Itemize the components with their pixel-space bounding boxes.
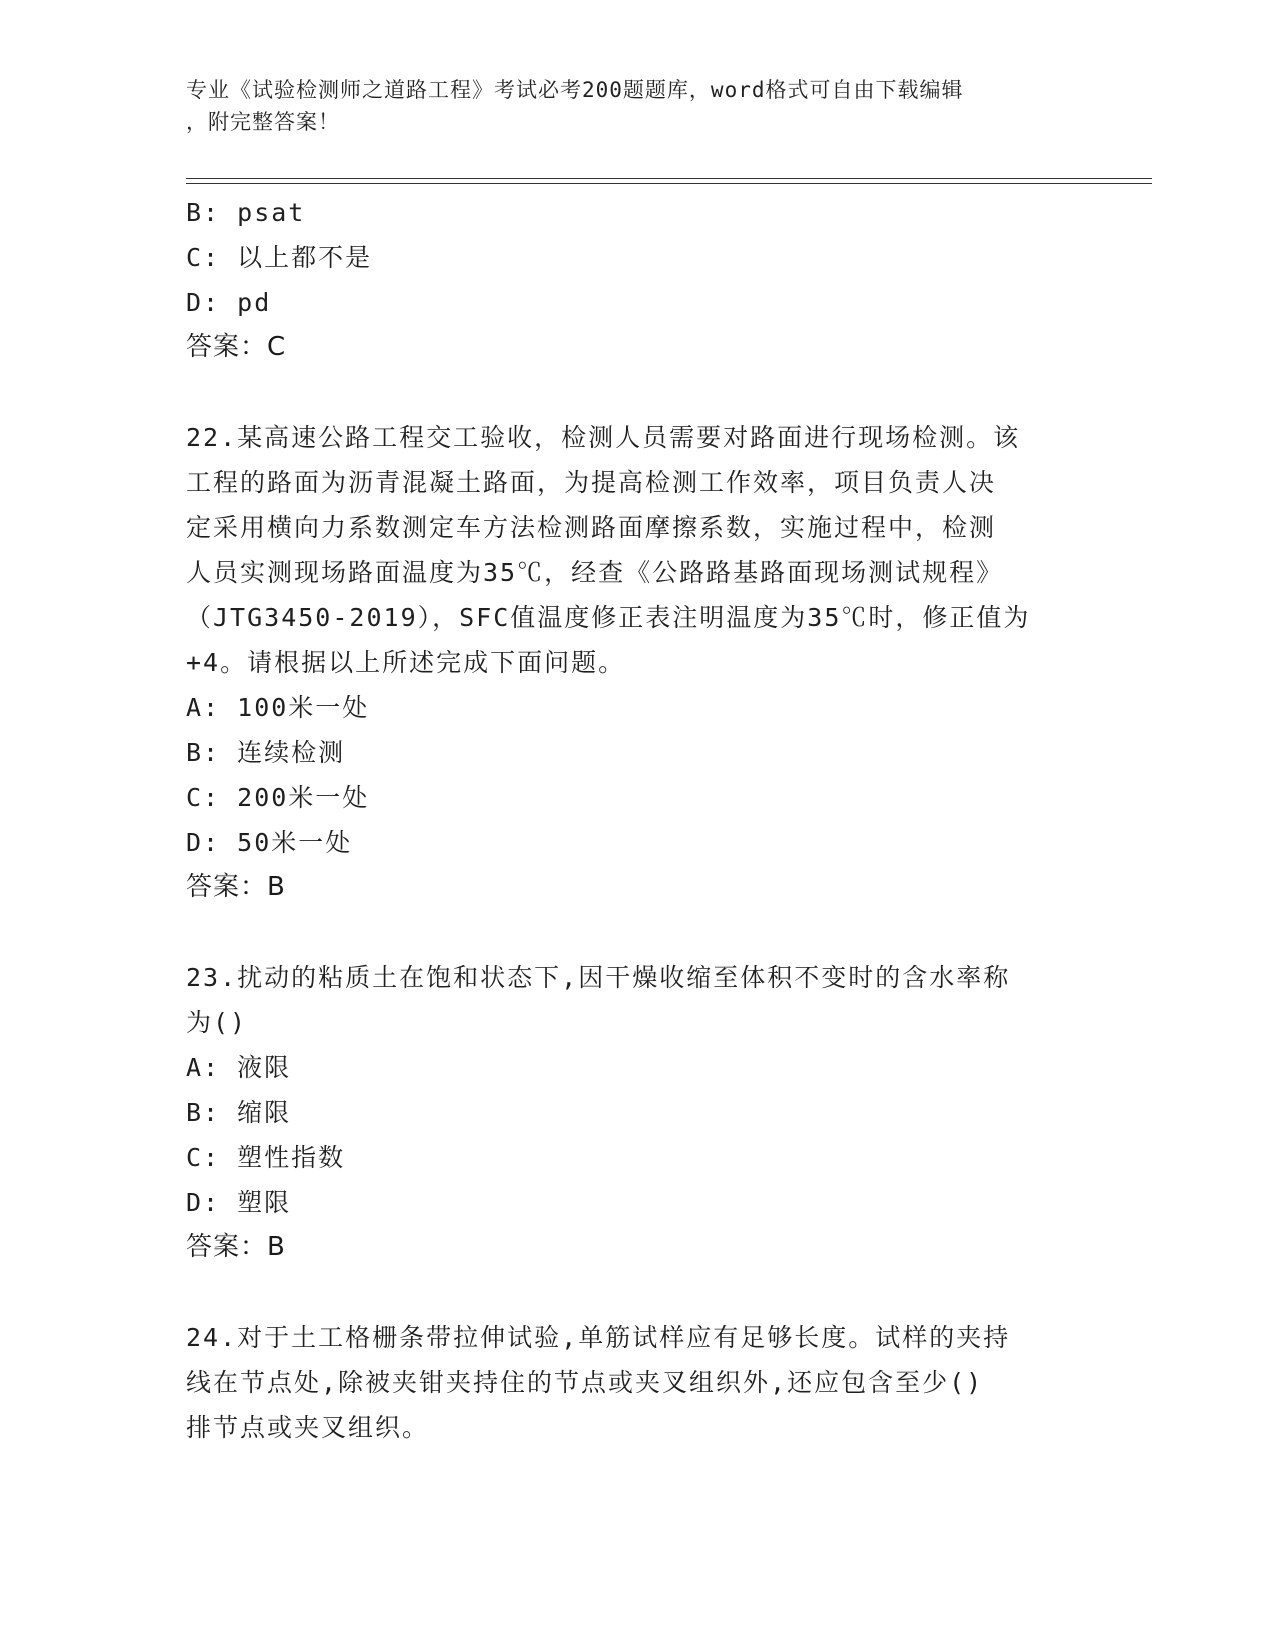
question-text-line: 22.某高速公路工程交工验收，检测人员需要对路面进行现场检测。该 <box>186 423 1021 452</box>
spacer <box>186 910 1086 955</box>
question-text-line: 工程的路面为沥青混凝土路面，为提高检测工作效率，项目负责人决 <box>186 468 997 497</box>
question-text-line: 定采用横向力系数测定车方法检测路面摩擦系数，实施过程中，检测 <box>186 513 997 542</box>
header-line-2: ，附完整答案！ <box>186 110 340 134</box>
question-23 <box>186 955 1086 1270</box>
spacer <box>186 1270 1086 1315</box>
option-c: C: 塑性指数 <box>186 1143 346 1172</box>
header-rule-top <box>186 178 1152 179</box>
question-text-line: 23.扰动的粘质土在饱和状态下,因干燥收缩至体积不变时的含水率称 <box>186 963 1011 992</box>
option-a: A: 100米一处 <box>186 693 370 722</box>
question-22 <box>186 415 1086 910</box>
option-b: B: 缩限 <box>186 1098 292 1127</box>
question-24 <box>186 1315 1086 1450</box>
question-text-line: 24.对于土工格栅条带拉伸试验,单筋试样应有足够长度。试样的夹持 <box>186 1323 1011 1352</box>
question-text-line: 排节点或夹叉组织。 <box>186 1413 430 1442</box>
question-text-line: +4。请根据以上所述完成下面问题。 <box>186 648 626 677</box>
answer-label: 答案：B <box>186 1232 286 1262</box>
option-d: D: pd <box>186 288 272 317</box>
header-rule-bottom <box>186 183 1152 184</box>
header-line-1: 专业《试验检测师之道路工程》考试必考200题题库，word格式可自由下载编辑 <box>186 78 964 102</box>
question-text-line: 为() <box>186 1008 248 1037</box>
document-header <box>186 74 1066 138</box>
option-b: B: psat <box>186 198 306 227</box>
option-b: B: 连续检测 <box>186 738 346 767</box>
answer-label: 答案：C <box>186 332 287 362</box>
question-text-line: （JTG3450-2019），SFC值温度修正表注明温度为35℃时，修正值为 <box>186 603 1031 632</box>
option-d: D: 50米一处 <box>186 828 353 857</box>
option-a: A: 液限 <box>186 1053 292 1082</box>
option-d: D: 塑限 <box>186 1188 292 1217</box>
question-text-line: 人员实测现场路面温度为35℃，经查《公路路基路面现场测试规程》 <box>186 558 1004 587</box>
spacer <box>186 370 1086 415</box>
answer-label: 答案：B <box>186 872 286 902</box>
question-21-tail <box>186 190 1086 370</box>
question-text-line: 线在节点处,除被夹钳夹持住的节点或夹叉组织外,还应包含至少() <box>186 1368 984 1397</box>
option-c: C: 以上都不是 <box>186 243 373 272</box>
document-body <box>186 190 1086 1450</box>
option-c: C: 200米一处 <box>186 783 370 812</box>
